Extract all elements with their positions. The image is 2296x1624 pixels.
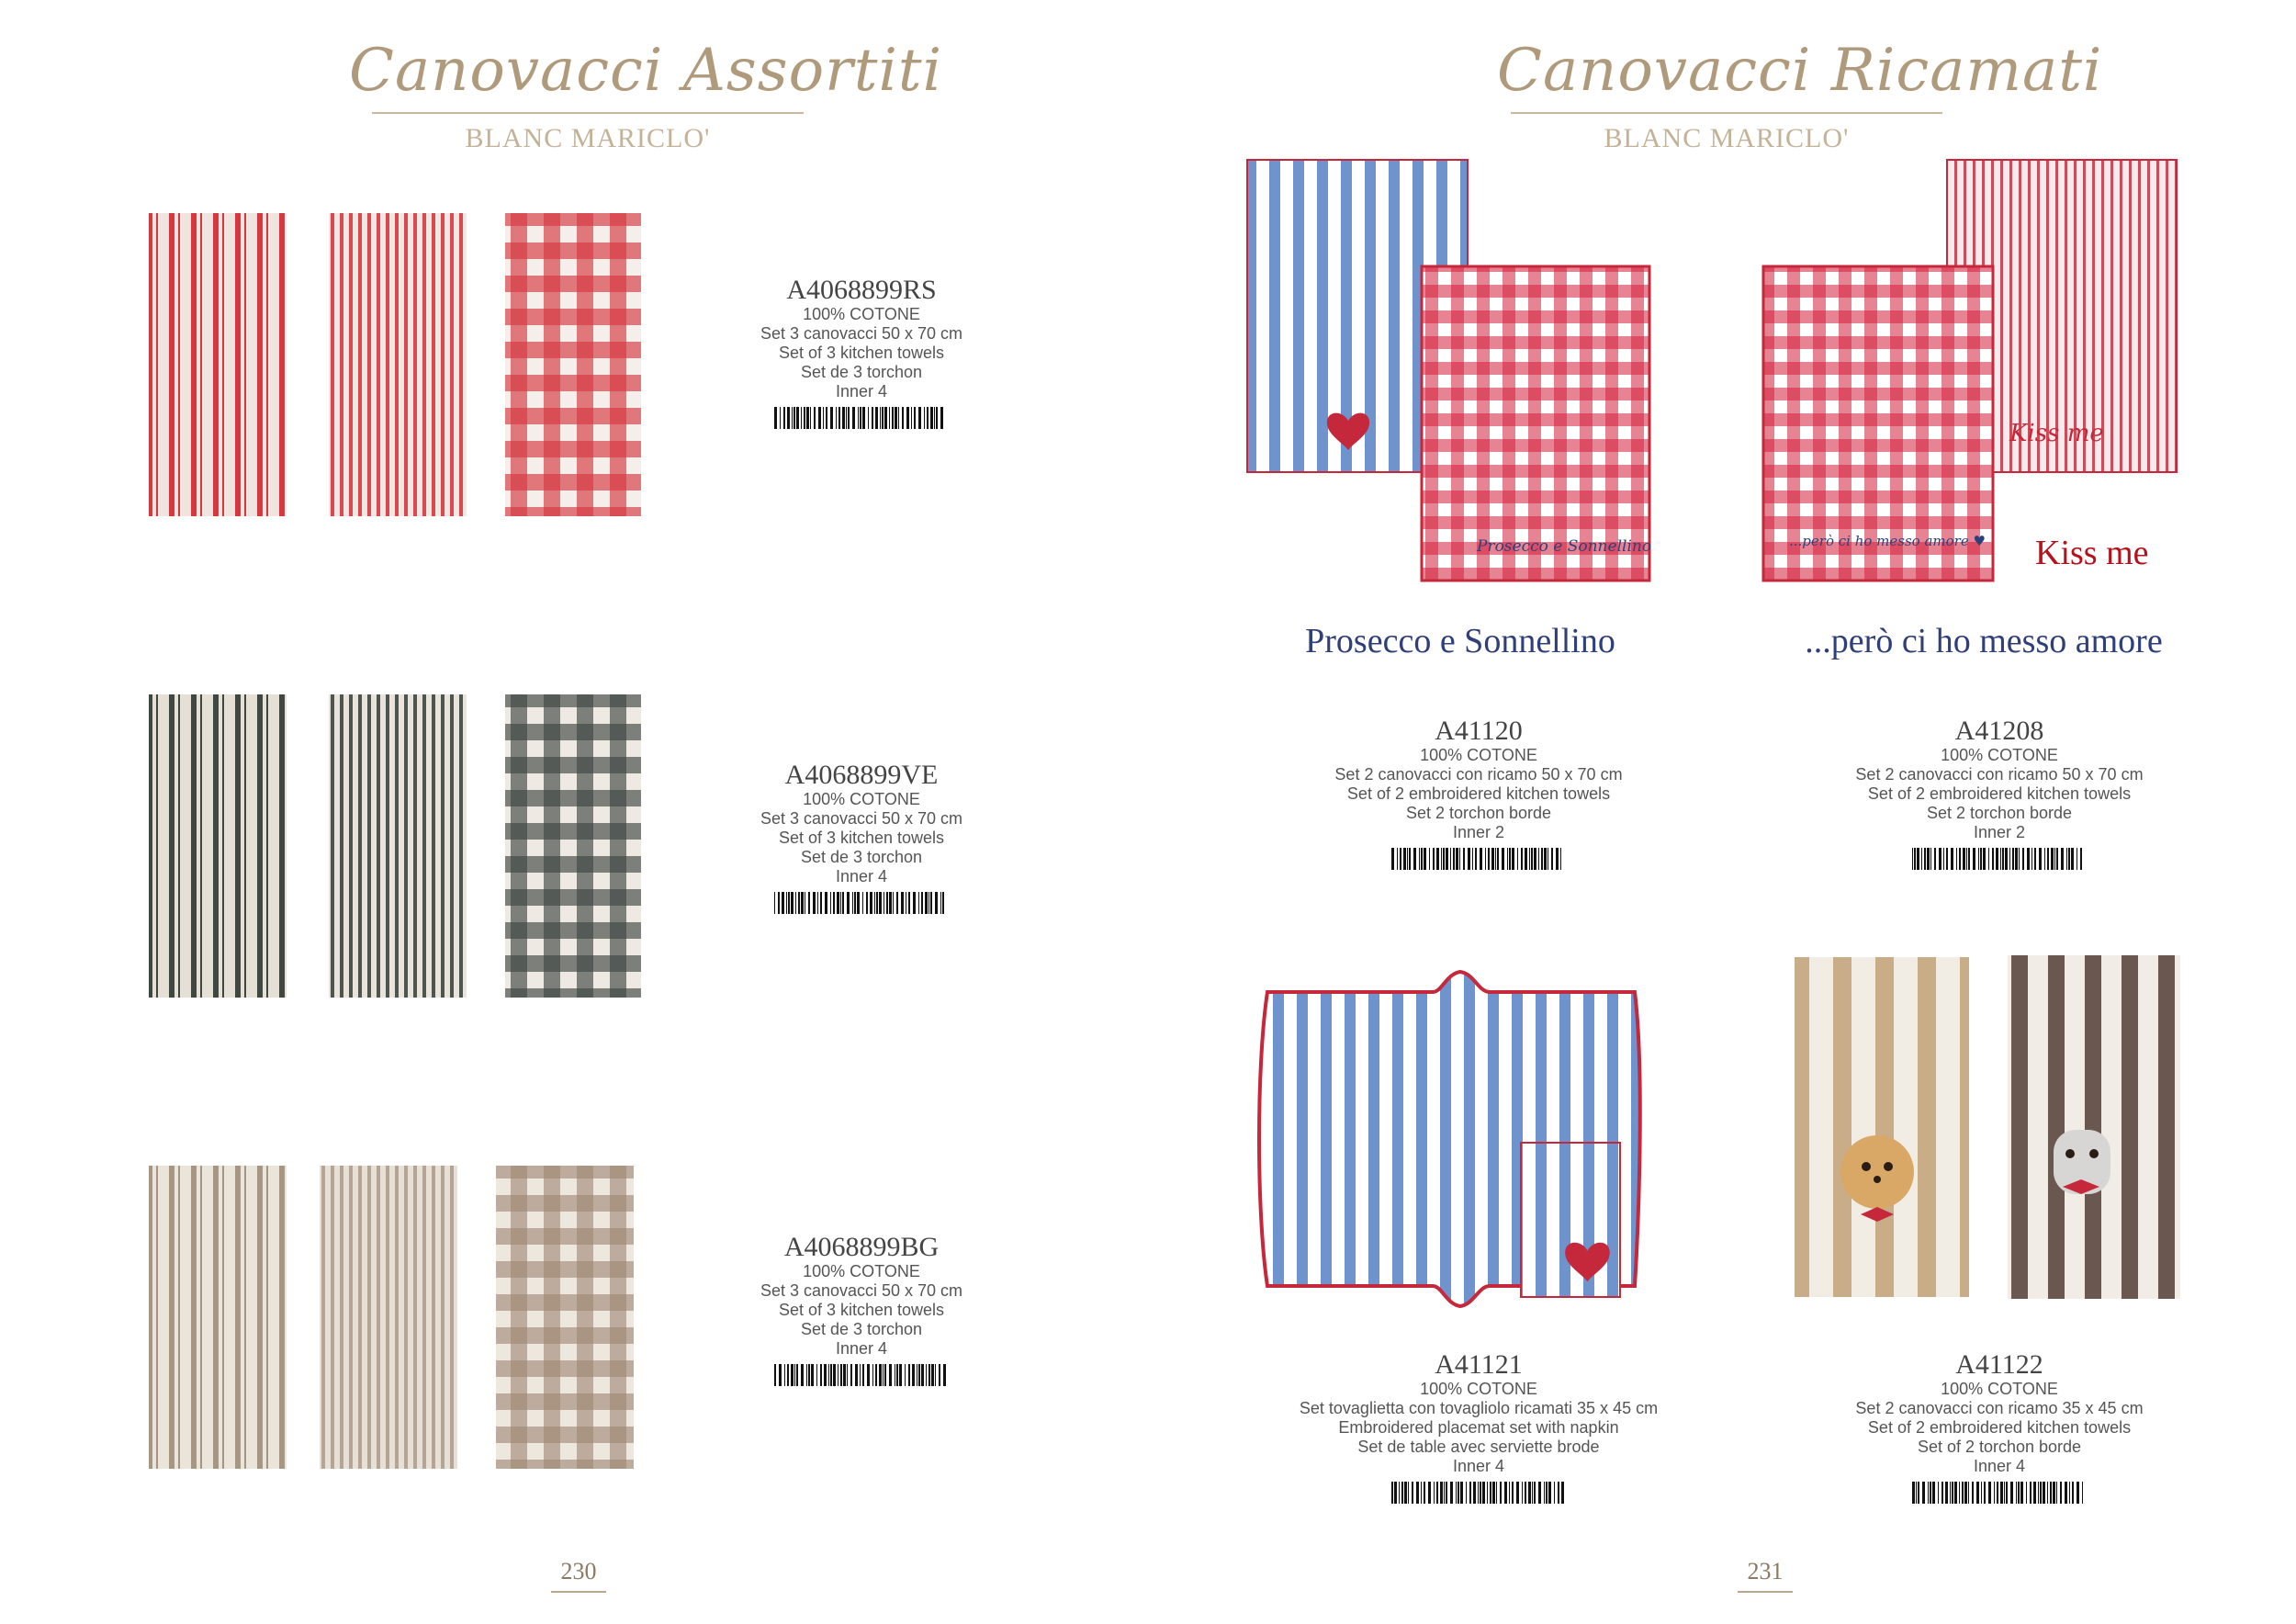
- desc-en: Set of 3 kitchen towels: [778, 344, 945, 362]
- towel-gingham: [505, 694, 641, 998]
- towel-red-gingham: [1422, 266, 1652, 581]
- embroidery-text-2: Kiss me: [2009, 420, 2104, 447]
- embroidery-text: ...però ci ho messo amore ♥: [1789, 533, 1986, 549]
- material: 100% COTONE: [803, 1262, 920, 1280]
- barcode: [1912, 848, 2087, 870]
- towel-striped-thin: [329, 213, 467, 516]
- desc-fr: Set 2 torchon borde: [1405, 804, 1552, 822]
- desc-en: Set of 3 kitchen towels: [778, 1301, 945, 1319]
- page-number: 230: [560, 1558, 597, 1585]
- barcode: [1912, 1482, 2087, 1504]
- product-info-A41208: [1834, 716, 2165, 870]
- product-caption: ...però ci ho messo amore: [1805, 622, 2163, 660]
- title-divider: [1511, 112, 1942, 114]
- product-info-A4068899BG: [724, 1233, 999, 1386]
- product-code: A4068899BG: [783, 1232, 940, 1262]
- towel-tan-stripe: [1795, 957, 1969, 1297]
- product-code: A41120: [1435, 716, 1523, 746]
- material: 100% COTONE: [1941, 1380, 2058, 1398]
- brand-name: BLANC MARICLO': [1604, 123, 1850, 153]
- product-photo-red-towels: [147, 209, 643, 522]
- towel-striped-wide: [149, 694, 287, 998]
- product-code: A41208: [1954, 716, 2044, 746]
- towel-gingham: [496, 1166, 634, 1469]
- desc-fr: Set de 3 torchon: [800, 363, 923, 381]
- right-page: [1148, 0, 2296, 1624]
- towel-gingham: [505, 213, 641, 516]
- towel-striped-thin: [329, 694, 467, 998]
- desc-fr: Set de table avec serviette brode: [1357, 1438, 1600, 1456]
- desc-it: Set tovaglietta con tovagliolo ricamati 35 x 45 cm: [1299, 1399, 1659, 1417]
- product-photo-green-towels: [147, 691, 643, 1003]
- inner-qty: Inner 4: [1452, 1457, 1505, 1475]
- desc-en: Set of 3 kitchen towels: [778, 829, 945, 847]
- product-photo-A41208: [1761, 156, 2184, 588]
- desc-fr: Set 2 torchon borde: [1926, 804, 2073, 822]
- material: 100% COTONE: [1420, 746, 1537, 764]
- product-info-A4068899VE: [724, 761, 999, 914]
- inner-qty: Inner 4: [835, 1339, 888, 1358]
- product-code: A41122: [1955, 1349, 2043, 1380]
- product-photo-A41121: [1249, 955, 1653, 1323]
- desc-en: Set of 2 embroidered kitchen towels: [1346, 784, 1611, 803]
- desc-en: Set of 2 embroidered kitchen towels: [1867, 784, 2132, 803]
- desc-en: Set of 2 embroidered kitchen towels: [1867, 1418, 2132, 1437]
- left-header: [349, 37, 943, 154]
- desc-it: Set 3 canovacci 50 x 70 cm: [760, 809, 963, 828]
- page-number: 231: [1747, 1558, 1784, 1585]
- product-photo-A41122: [1791, 946, 2213, 1332]
- barcode: [774, 1364, 949, 1386]
- barcode: [774, 407, 949, 429]
- barcode: [774, 892, 949, 914]
- inner-qty: Inner 2: [1452, 823, 1505, 841]
- product-photo-beige-towels: [147, 1162, 643, 1474]
- product-caption: Prosecco e Sonnellino: [1305, 622, 1615, 660]
- desc-fr: Set de 3 torchon: [800, 848, 923, 866]
- page-number-rule: [551, 1591, 606, 1593]
- page-title: Canovacci Assortiti: [349, 37, 943, 105]
- material: 100% COTONE: [803, 305, 920, 323]
- desc-it: Set 2 canovacci con ricamo 50 x 70 cm: [1855, 765, 2144, 784]
- barcode: [1391, 848, 1566, 870]
- material: 100% COTONE: [1420, 1380, 1537, 1398]
- material: 100% COTONE: [1941, 746, 2058, 764]
- product-code: A4068899VE: [784, 760, 939, 790]
- page-title: Canovacci Ricamati: [1497, 37, 2103, 105]
- towel-brown-stripe: [2008, 955, 2180, 1299]
- product-info-A41121: [1267, 1350, 1690, 1504]
- inner-qty: Inner 4: [1973, 1457, 2026, 1475]
- embroidery-text: Prosecco e Sonnellino: [1477, 537, 1652, 556]
- desc-it: Set 3 canovacci 50 x 70 cm: [760, 1281, 963, 1300]
- product-photo-A41120: [1245, 156, 1668, 588]
- barcode: [1391, 1482, 1566, 1504]
- inner-qty: Inner 4: [835, 867, 888, 885]
- towel-striped-wide: [149, 213, 287, 516]
- desc-it: Set 3 canovacci 50 x 70 cm: [760, 324, 963, 343]
- title-divider: [372, 112, 804, 114]
- desc-it: Set 2 canovacci con ricamo 50 x 70 cm: [1334, 765, 1623, 784]
- secondary-caption: Kiss me: [2035, 534, 2149, 572]
- towel-striped-thin: [320, 1166, 457, 1469]
- product-code: A4068899RS: [786, 275, 937, 305]
- right-header: [1497, 37, 2103, 154]
- bulldog-embroidery-icon: [2054, 1130, 2110, 1194]
- product-info-A41122: [1834, 1350, 2165, 1504]
- brand-name: BLANC MARICLO': [465, 123, 711, 153]
- desc-it: Set 2 canovacci con ricamo 35 x 45 cm: [1855, 1399, 2144, 1417]
- product-code: A41121: [1435, 1349, 1523, 1380]
- product-info-A41120: [1313, 716, 1644, 870]
- material: 100% COTONE: [803, 790, 920, 808]
- page-number-rule: [1738, 1591, 1793, 1593]
- product-info-A4068899RS: [724, 276, 999, 429]
- desc-fr: Set of 2 torchon borde: [1917, 1438, 2082, 1456]
- inner-qty: Inner 4: [835, 382, 888, 400]
- towel-striped-wide: [149, 1166, 287, 1469]
- desc-en: Embroidered placemat set with napkin: [1338, 1418, 1619, 1437]
- napkin: [1521, 1143, 1620, 1297]
- inner-qty: Inner 2: [1973, 823, 2026, 841]
- desc-fr: Set de 3 torchon: [800, 1320, 923, 1338]
